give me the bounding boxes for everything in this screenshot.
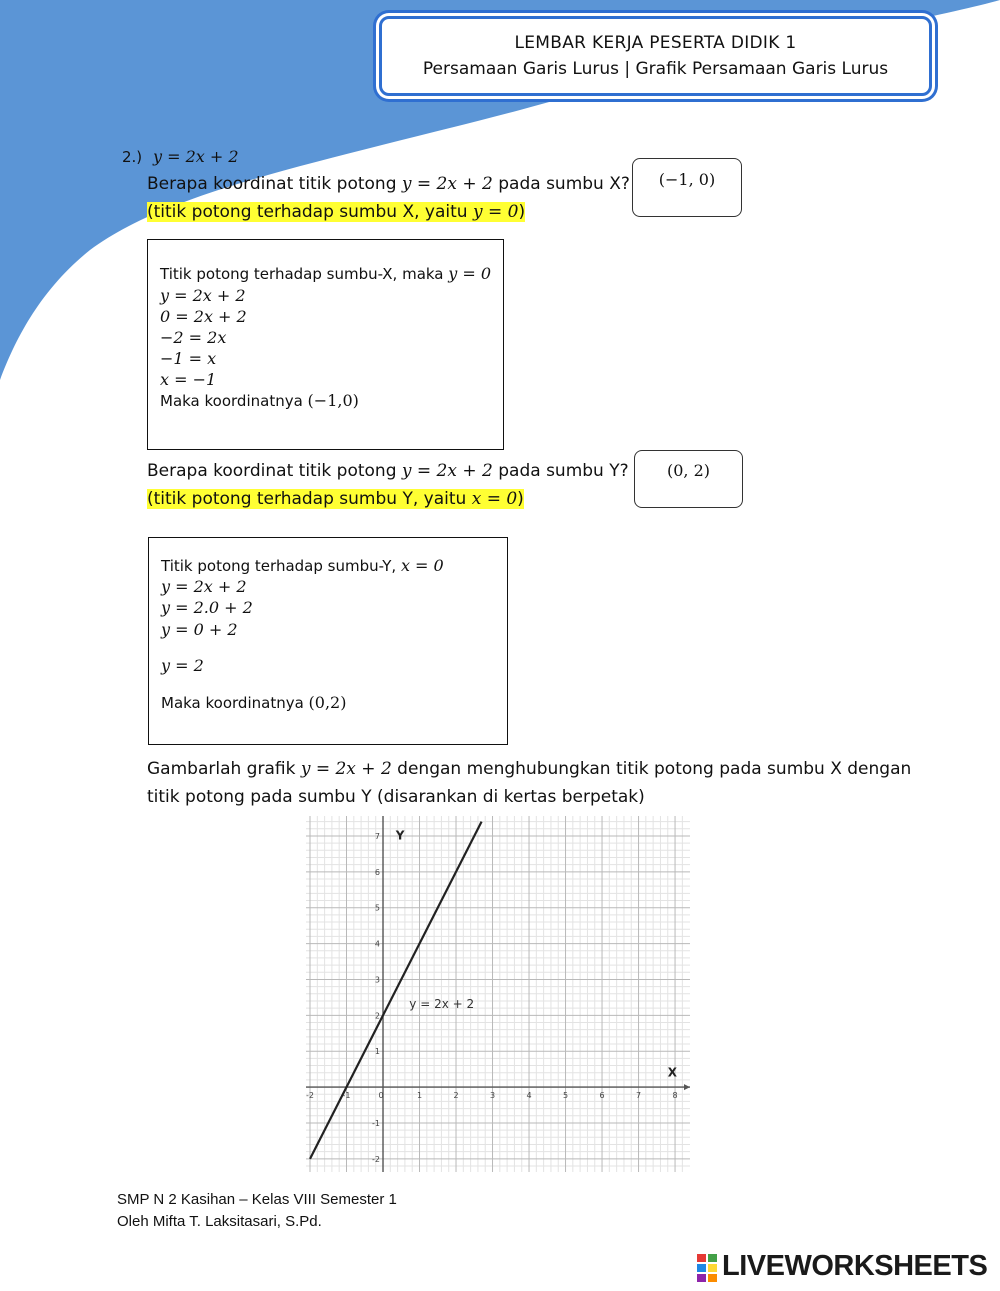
q2-hint	[147, 489, 524, 509]
y-tick-label: 2	[374, 1011, 381, 1021]
q2-work-intro-eq: x = 0	[400, 556, 444, 575]
q1-work-line: −1 = x	[160, 349, 217, 368]
header-box	[379, 16, 932, 96]
q1-answer-field[interactable]	[632, 158, 742, 217]
q1-answer-value: (−1, 0)	[658, 170, 716, 189]
x-tick-label: 1	[416, 1091, 423, 1101]
worksheet-title: LEMBAR KERJA PESERTA DIDIK 1	[514, 33, 797, 53]
q1-question-text: Berapa koordinat titik potong	[147, 174, 402, 194]
line-graph	[306, 816, 690, 1172]
q2-answer-field[interactable]	[634, 450, 743, 508]
instruction-text: Gambarlah grafik	[147, 759, 301, 779]
y-tick-label: 3	[374, 975, 381, 985]
q1-question-suffix: pada sumbu X?	[492, 174, 630, 194]
x-tick-label: 2	[453, 1091, 459, 1101]
x-tick-label: -2	[306, 1091, 314, 1101]
problem-equation: y = 2x + 2	[152, 147, 239, 166]
footer-author: Oleh Mifta T. Laksitasari, S.Pd.	[117, 1213, 322, 1230]
worksheet-subtitle: Persamaan Garis Lurus | Grafik Persamaan Garis Lurus	[422, 59, 889, 79]
y-tick-label: -1	[372, 1118, 381, 1128]
q1-hint-suffix: )	[518, 202, 526, 222]
q1-conclusion-text: Maka koordinatnya	[160, 392, 308, 410]
liveworksheets-brand: LIVEWORKSHEETS	[722, 1250, 988, 1282]
x-tick-label: 4	[526, 1091, 532, 1101]
q2-conclusion-eq: (0,2)	[308, 693, 347, 712]
x-tick-label: -1	[342, 1091, 351, 1101]
x-tick-label: 6	[599, 1091, 605, 1101]
q2-question	[147, 461, 629, 481]
x-tick-label: 3	[489, 1091, 496, 1101]
x-tick-label: 5	[562, 1091, 569, 1101]
q2-work-intro-text: Titik potong terhadap sumbu-Y,	[161, 557, 401, 575]
q1-work-intro-text: Titik potong terhadap sumbu-X, maka	[160, 265, 449, 283]
q1-work-box	[147, 239, 504, 450]
line-equation-label: y = 2x + 2	[409, 997, 475, 1012]
q1-question	[147, 174, 630, 194]
y-tick-label: 6	[374, 867, 381, 877]
q1-work-intro-eq: y = 0	[448, 264, 492, 283]
x-tick-label: 8	[672, 1091, 678, 1101]
q2-question-text: Berapa koordinat titik potong	[147, 461, 402, 481]
q1-conclusion-eq: (−1,0)	[307, 391, 359, 410]
q2-question-suffix: pada sumbu Y?	[492, 461, 629, 481]
grid-minor	[306, 816, 690, 1172]
x-tick-label: 7	[635, 1091, 642, 1101]
x-axis-label: X	[667, 1065, 678, 1080]
q2-hint-equation: x = 0	[471, 489, 518, 509]
q2-hint-text: (titik potong terhadap sumbu Y, yaitu	[147, 489, 472, 509]
q2-conclusion	[161, 693, 346, 712]
q2-work-line: y = 2x + 2	[161, 577, 247, 596]
y-axis-label: Y	[395, 828, 405, 843]
q1-work-line: 0 = 2x + 2	[160, 307, 247, 326]
q1-work-intro	[160, 264, 491, 283]
instruction-line-1	[147, 759, 911, 779]
q1-work-line: x = −1	[160, 370, 217, 389]
q2-hint-suffix: )	[517, 489, 524, 509]
y-tick-label: 7	[374, 831, 381, 841]
instruction-line-2: titik potong pada sumbu Y (disarankan di kertas berpetak)	[147, 787, 645, 807]
q2-work-intro	[161, 556, 444, 575]
liveworksheets-logo-icon	[697, 1252, 719, 1284]
x-axis-arrow	[684, 1084, 690, 1090]
q1-hint	[147, 202, 525, 222]
q2-conclusion-text: Maka koordinatnya	[161, 694, 309, 712]
q1-work-line: −2 = 2x	[160, 328, 227, 347]
instruction-equation: y = 2x + 2	[300, 759, 392, 779]
x-tick-label: 0	[378, 1091, 384, 1101]
instruction-suffix: dengan menghubungkan titik potong pada sumbu X dengan	[391, 759, 912, 779]
y-tick-label: 4	[374, 939, 381, 949]
q1-work-line: y = 2x + 2	[160, 286, 246, 305]
y-tick-label: -2	[372, 1154, 381, 1164]
q2-question-equation: y = 2x + 2	[401, 461, 493, 481]
q1-hint-text: (titik potong terhadap sumbu X, yaitu	[147, 202, 473, 222]
q2-work-line: y = 0 + 2	[161, 620, 238, 639]
q1-hint-equation: y = 0	[472, 202, 519, 222]
q1-question-equation: y = 2x + 2	[401, 174, 493, 194]
footer-school: SMP N 2 Kasihan – Kelas VIII Semester 1	[117, 1191, 397, 1208]
tick-labels	[306, 832, 678, 1164]
y-tick-label: 5	[374, 903, 381, 913]
problem-heading	[122, 147, 239, 166]
problem-number: 2.)	[122, 148, 143, 166]
q2-work-box	[148, 537, 508, 745]
q2-work-line: y = 2.0 + 2	[161, 598, 253, 617]
q2-work-line: y = 2	[161, 656, 204, 675]
y-tick-label: 1	[374, 1047, 381, 1057]
q1-conclusion	[160, 391, 359, 410]
q2-answer-value: (0, 2)	[666, 461, 710, 480]
